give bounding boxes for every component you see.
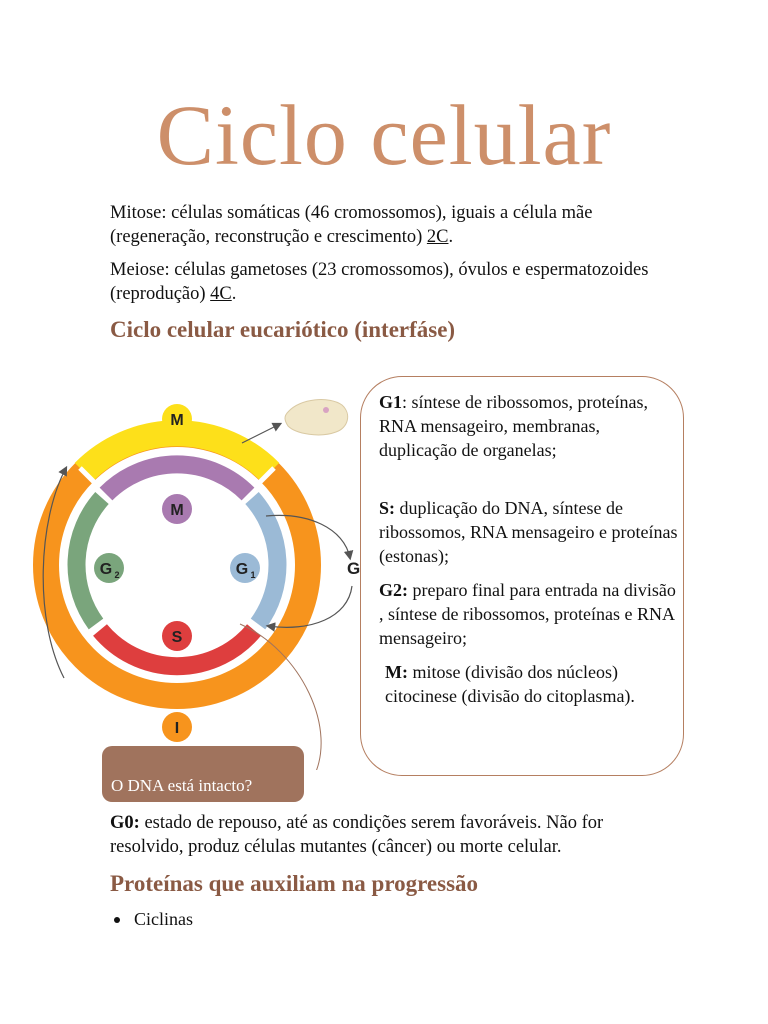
- svg-text:G: G: [347, 559, 361, 578]
- arrow-to-cells: [242, 424, 280, 443]
- meiose-period: .: [231, 284, 237, 304]
- svg-text:M: M: [170, 502, 184, 519]
- badge-m-inner: [162, 494, 192, 524]
- mitose-paragraph: [110, 201, 670, 249]
- heading-proteins: Proteínas que auxiliam na progressão: [110, 871, 479, 896]
- dividing-cell-image: [285, 400, 348, 435]
- svg-text:G: G: [99, 561, 113, 578]
- dna-question-box: O DNA está intacto?: [102, 746, 304, 802]
- badge-s: [162, 621, 192, 651]
- phases-box: [360, 376, 684, 776]
- svg-text:G: G: [235, 561, 249, 578]
- heading-interfase: Ciclo celular eucariótico (interfáse): [110, 317, 456, 342]
- page-title: Ciclo celular: [156, 87, 612, 183]
- badge-g1: [230, 553, 260, 583]
- g0-text: estado de repouso, até as condições serem favoráveis. Não for resolvido, produz células mutantes (câncer) ou morte celular.: [110, 813, 604, 857]
- phase-g2: G2: preparo final para entrada na divisão , síntese de ribossomos, proteínas e RNA mensageiro;: [379, 580, 676, 648]
- badge-i: [162, 712, 192, 742]
- svg-text:M: M: [170, 412, 184, 429]
- badge-m-outer: [162, 404, 192, 434]
- meiose-paragraph: [110, 258, 670, 306]
- svg-text:1: 1: [250, 570, 256, 580]
- mitose-code: 2C: [426, 227, 449, 247]
- meiose-text: Meiose: células gametoses (23 cromossomos), óvulos e espermatozoides (reprodução): [110, 260, 649, 304]
- meiose-code: 4C: [210, 284, 232, 304]
- inner-ring-m: [106, 464, 248, 494]
- svg-text:2: 2: [114, 570, 120, 580]
- mitose-period: .: [448, 227, 454, 247]
- svg-text:S: S: [171, 629, 183, 646]
- list-item: Ciclinas: [134, 909, 193, 929]
- mitose-text: Mitose: células somáticas (46 cromossomos), iguais a célula mãe (regeneração, reconstrução e crescimento): [110, 203, 593, 247]
- phase-g1: G1: síntese de ribossomos, proteínas, RNA mensageiro, membranas, duplicação de organelas;: [379, 392, 648, 460]
- phase-s: S: duplicação do DNA, síntese de ribossomos, RNA mensageiro e proteínas (estonas);: [379, 498, 678, 566]
- phase-m: M: mitose (divisão dos núcleos) citocinese (divisão do citoplasma).: [385, 662, 635, 706]
- svg-text:I: I: [174, 720, 180, 737]
- cell-cycle-diagram: [0, 370, 380, 770]
- badge-g2: [94, 553, 124, 583]
- g0-paragraph: [110, 811, 650, 859]
- g0-label: G0:: [110, 813, 140, 833]
